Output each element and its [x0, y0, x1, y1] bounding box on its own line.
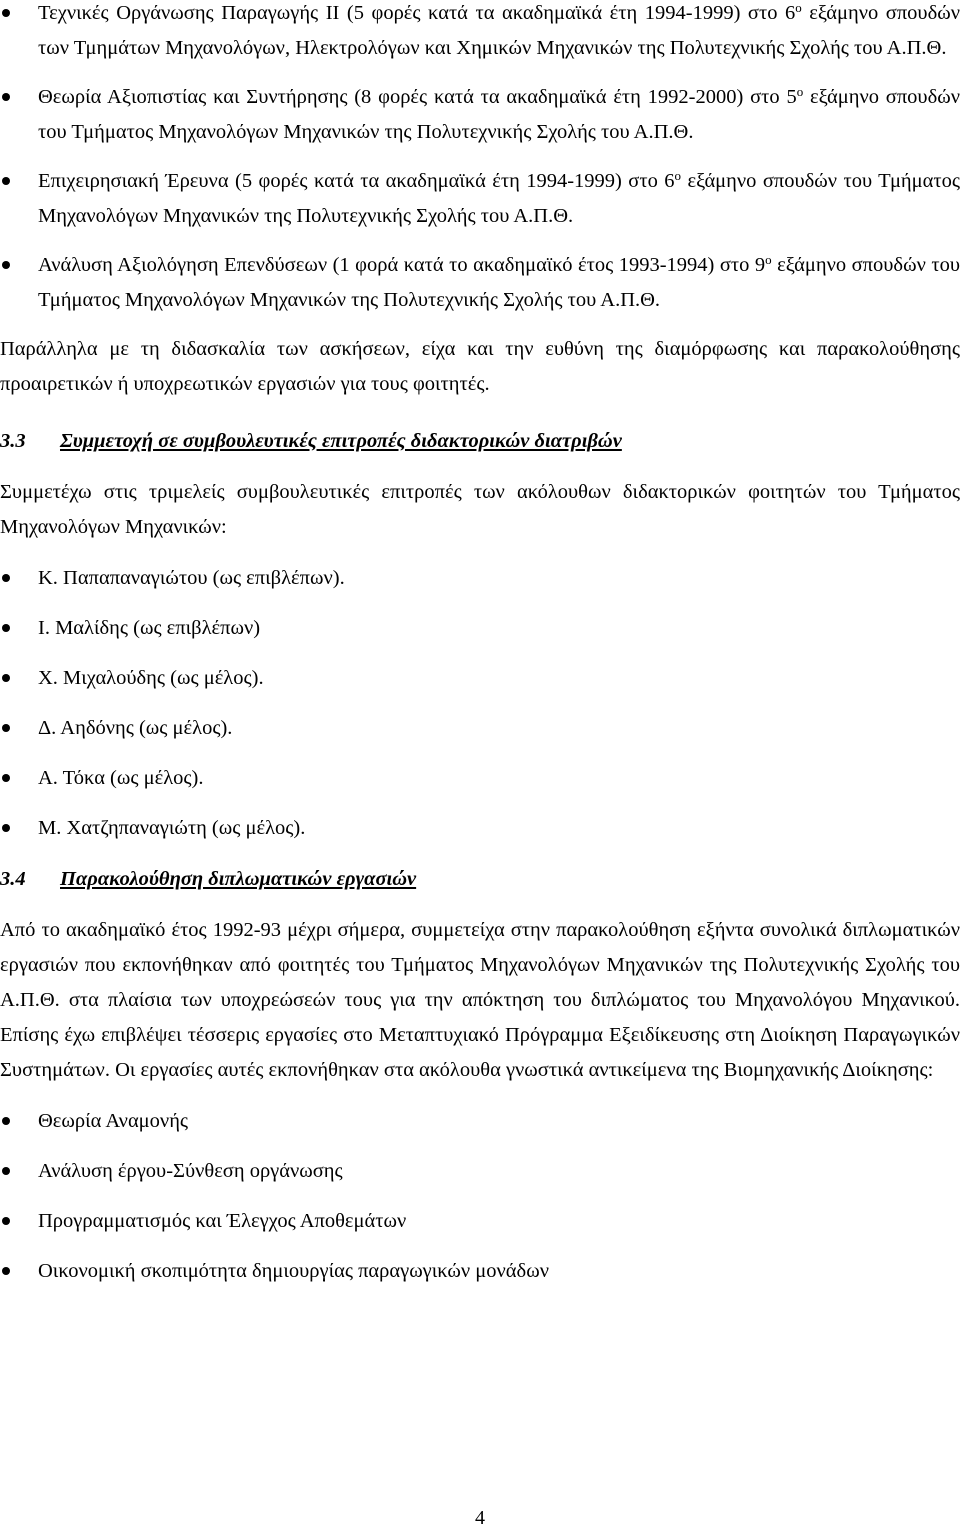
bullet-icon — [2, 1267, 10, 1275]
bullet-icon — [2, 824, 10, 832]
theses-paragraph: Από το ακαδημαϊκό έτος 1992-93 μέχρι σήμερα, συμμετείχα στην παρακολούθηση εξήντα συνολικά διπλωματικών εργασιών που εκπονήθηκαν από φοιτητές του Τμήματος Μηχανολόγων Μηχανικών της Πολυτεχνικής Σχολής του Α.Π.Θ. στα πλαίσια των υποχρεώσεών τους για την απόκτηση του διπλώματος του Μηχανολόγου Μηχανικού. Επίσης έχω επιβλέψει τέσσερις εργασίες στο Μεταπτυχιακό Πρόγραμμα Εξειδίκευσης στη Διοίκηση Παραγωγικών Συστημάτων. Οι εργασίες αυτές εκπονήθηκαν στα ακόλουθα γνωστικά αντικείμενα της Βιομηχανικής Διοίκησης: — [0, 919, 960, 1081]
list-item: Θεωρία Αξιοπιστίας και Συντήρησης (8 φορές κατά τα ακαδημαϊκά έτη 1992-2000) στο $5^o$ εξάμηνο σπουδών του Τμήματος Μηχανολόγων Μηχανικών της Πολυτεχνικής Σχολής του Α.Π.Θ. — [0, 80, 960, 150]
list-item: Δ. Αηδόνης (ως μέλος). — [0, 711, 960, 746]
bullet-icon — [2, 574, 10, 582]
parallel-paragraph: Παράλληλα με τη διδασκαλία των ασκήσεων, είχα και την ευθύνη της διαμόρφωσης και παρακολούθησης προαιρετικών ή υποχρεωτικών εργασιών για τους φοιτητές. — [0, 338, 960, 395]
list-item: Α. Τόκα (ως μέλος). — [0, 761, 960, 796]
bullet-icon — [2, 1167, 10, 1175]
list-item: Θεωρία Αναμονής — [0, 1104, 960, 1139]
topics-list — [0, 1104, 960, 1289]
committee-intro: Συμμετέχω στις τριμελείς συμβουλευτικές επιτροπές των ακόλουθων διδακτορικών φοιτητών του Τμήματος Μηχανολόγων Μηχανικών: — [0, 481, 960, 538]
list-item: Κ. Παπαπαναγιώτου (ως επιβλέπων). — [0, 561, 960, 596]
bullet-icon — [2, 724, 10, 732]
list-item: Ι. Μαλίδης (ως επιβλέπων) — [0, 611, 960, 646]
bullet-icon — [2, 261, 10, 269]
bullet-icon — [2, 674, 10, 682]
list-item: Χ. Μιχαλούδης (ως μέλος). — [0, 661, 960, 696]
section-title: Συμμετοχή σε συμβουλευτικές επιτροπές διδακτορικών διατριβών — [60, 430, 622, 452]
list-item: Ανάλυση Αξιολόγηση Επενδύσεων (1 φορά κατά το ακαδημαϊκό έτος 1993-1994) στο $9^o$ εξάμηνο σπουδών του Τμήματος Μηχανολόγων Μηχανικών της Πολυτεχνικής Σχολής του Α.Π.Θ. — [0, 248, 960, 318]
section-number: 3.3 — [0, 430, 26, 452]
bullet-icon — [2, 93, 10, 101]
section-title: Παρακολούθηση διπλωματικών εργασιών — [60, 868, 417, 890]
section-heading-3-3 — [0, 424, 960, 459]
bullet-icon — [2, 1117, 10, 1125]
section-number: 3.4 — [0, 868, 26, 890]
list-item: Επιχειρησιακή Έρευνα (5 φορές κατά τα ακαδημαϊκά έτη 1994-1999) στο $6^o$ εξάμηνο σπουδών του Τμήματος Μηχανολόγων Μηχανικών της Πολυτεχνικής Σχολής του Α.Π.Θ. — [0, 164, 960, 234]
students-list — [0, 561, 960, 846]
list-item: Ανάλυση έργου-Σύνθεση οργάνωσης — [0, 1154, 960, 1189]
page-number: 4 — [475, 1507, 485, 1529]
list-item: Προγραμματισμός και Έλεγχος Αποθεμάτων — [0, 1204, 960, 1239]
section-heading-3-4 — [0, 862, 960, 897]
list-item: Τεχνικές Οργάνωσης Παραγωγής ΙΙ (5 φορές κατά τα ακαδημαϊκά έτη 1994-1999) στο $6^o$ εξάμηνο σπουδών των Τμημάτων Μηχανολόγων, Ηλεκτρολόγων και Χημικών Μηχανικών της Πολυτεχνικής Σχολής του Α.Π.Θ. — [0, 0, 960, 66]
courses-list — [0, 0, 960, 318]
bullet-icon — [2, 774, 10, 782]
bullet-icon — [2, 624, 10, 632]
bullet-icon — [2, 9, 10, 17]
bullet-icon — [2, 177, 10, 185]
bullet-icon — [2, 1217, 10, 1225]
list-item: Μ. Χατζηπαναγιώτη (ως μέλος). — [0, 811, 960, 846]
list-item: Οικονομική σκοπιμότητα δημιουργίας παραγωγικών μονάδων — [0, 1254, 960, 1289]
